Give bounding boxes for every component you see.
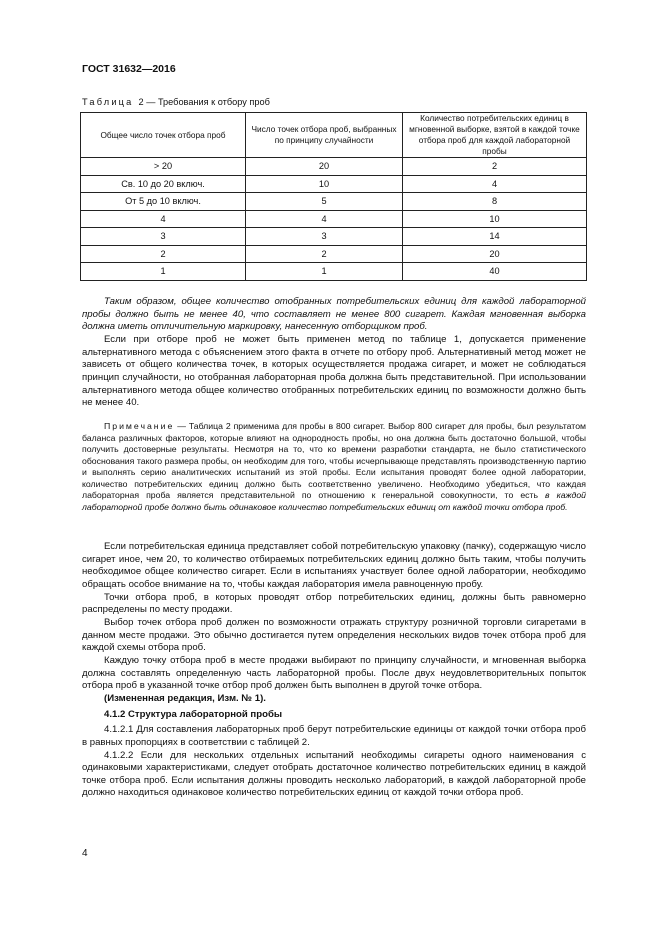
- body-block-2: [82, 541, 586, 800]
- table-cell: 40: [403, 263, 587, 281]
- paragraph-retail-structure: Выбор точек отбора проб должен по возможности отражать структуру розничной торговли сигаретами в данном месте продажи. Это обычно достигается путем определения нескольких видов точек отбора проб для каждой схемы отбора проб.: [82, 616, 586, 654]
- table-cell: 10: [403, 210, 587, 228]
- table-cell: 2: [246, 245, 403, 263]
- table-caption: [82, 97, 270, 107]
- table-cell: 4: [403, 175, 587, 193]
- table-cell: Св. 10 до 20 включ.: [81, 175, 246, 193]
- paragraph-sample-total: Таким образом, общее количество отобранных потребительских единиц для каждой лабораторной пробы должно быть не менее 40, что составляет не менее 800 сигарет. Каждая мгновенная выборка должна иметь отличительную маркировку, нанесенную отборщиком проб.: [82, 296, 586, 333]
- table-row: [81, 193, 587, 211]
- paragraph-4-1-2-1: 4.1.2.1 Для составления лабораторных проб берут потребительские единицы от каждой точки отбора проб в равных пропорциях в соответствии с таблицей 2.: [82, 724, 586, 748]
- table-cell: 14: [403, 228, 587, 246]
- table-cell: 2: [403, 158, 587, 176]
- table-row: [81, 245, 587, 263]
- table-caption-title: — Требования к отбору проб: [143, 97, 270, 107]
- standard-header: ГОСТ 31632—2016: [82, 63, 176, 75]
- table-cell: 20: [246, 158, 403, 176]
- table-row: [81, 228, 587, 246]
- paragraph-random-selection: Каждую точку отбора проб в месте продажи выбирают по принципу случайности, и мгновенная выборка должна составлять определенную часть лабораторной пробы. После двух неудовлетворительных попыток отбора проб в указанной точке отбор проб должен быть выполнен в другой точке отбора.: [82, 654, 586, 692]
- table-cell: 20: [403, 245, 587, 263]
- table-cell: 4: [246, 210, 403, 228]
- table-row: [81, 158, 587, 176]
- paragraph-alternative-method: Если при отборе проб не может быть применен метод по таблице 1, допускается применение альтернативного метода с объяснением этого факта в отчете по отбору проб. Альтернативный метод может не зависеть от общего количества точек, в которых осуществляется продажа сигарет, и может не соблюдаться принцип случайности, но отобранная лабораторная проба должна быть представительной. При использовании альтернативного метода общее количество отобранных потребительских единиц по возможности должно быть не менее 40.: [82, 333, 586, 409]
- table-cell: 1: [81, 263, 246, 281]
- table-header-cell: Количество потребительских единиц в мгновенной выборке, взятой в каждой точке отбора проб для каждой лабораторной пробы: [403, 113, 587, 158]
- table-cell: 8: [403, 193, 587, 211]
- table-cell: 4: [81, 210, 246, 228]
- table-cell: 5: [246, 193, 403, 211]
- section-heading: 4.1.2 Структура лабораторной пробы: [104, 708, 283, 720]
- table-caption-label: Таблица: [82, 97, 134, 107]
- table-header-row: [81, 113, 587, 158]
- sampling-requirements-table: [80, 112, 587, 281]
- paragraph-consumer-unit: Если потребительская единица представляет собой потребительскую упаковку (пачку), содержащую число сигарет иное, чем 20, то количество отбираемых потребительских единиц должно быть таким, чтобы получить необходимое общее количество сигарет. Если в испытаниях участвует более одной лаборатории, необходимо обращать особое внимание на то, чтобы каждая лаборатория имела равноценную пробу.: [82, 541, 586, 590]
- paragraph-4-1-2-2: 4.1.2.2 Если для нескольких отдельных испытаний необходимы сигареты одного наименования с одинаковыми характеристиками, следует отобрать достаточное количество потребительских единиц в каждой точке отбора проб. Если испытания должны проводить несколько лабораторий, в каждой лабораторной пробе должно находиться одинаковое количество потребительских единиц от каждой точки отбора проб.: [82, 749, 586, 799]
- note-text: — Таблица 2 применима для пробы в 800 сигарет. Выбор 800 сигарет для пробы, был результатом баланса различных факторов, которые влияют на однородность пробы, но она должна быть достаточно большой, чтобы получить достоверные результаты. Несмотря на то, что ко времени разработки стандарта, не было статистического обоснования такого размера пробы, он необходим для того, чтобы исчерпывающе представлять производственную партию и выполнять серию аналитических испытаний из этой пробы. Если испытания проводят более одной лаборатории, количество потребительских единиц должно быть соответственно увеличено. Необходимо убедиться, что каждая лабораторная проба является представительной по отношению к генеральной совокупности, то есть: [82, 421, 586, 501]
- table-cell: 1: [246, 263, 403, 281]
- table-row: [81, 263, 587, 281]
- table-cell: > 20: [81, 158, 246, 176]
- table-cell: 3: [246, 228, 403, 246]
- body-block-1: [82, 296, 586, 410]
- paragraph-distribution: Точки отбора проб, в которых проводят отбор потребительских единиц, должны быть равномерно распределены по месту продажи.: [82, 591, 586, 616]
- note-italic-text: в каждой лабораторной пробе должно быть одинаковое количество потребительских единиц от каждой точки отбора проб.: [82, 490, 586, 512]
- table-row: [81, 210, 587, 228]
- table-cell: От 5 до 10 включ.: [81, 193, 246, 211]
- note-label: Примечание: [104, 421, 175, 431]
- table-cell: 2: [81, 245, 246, 263]
- edition-note: (Измененная редакция, Изм. № 1).: [104, 692, 266, 704]
- table-caption-number: 2: [138, 97, 144, 107]
- table-header-cell: Общее число точек отбора проб: [81, 113, 246, 158]
- page-number: 4: [82, 848, 88, 859]
- table-cell: 10: [246, 175, 403, 193]
- table-header-cell: Число точек отбора проб, выбранных по принципу случайности: [246, 113, 403, 158]
- table-cell: 3: [81, 228, 246, 246]
- note-block: [82, 421, 586, 513]
- table-row: [81, 175, 587, 193]
